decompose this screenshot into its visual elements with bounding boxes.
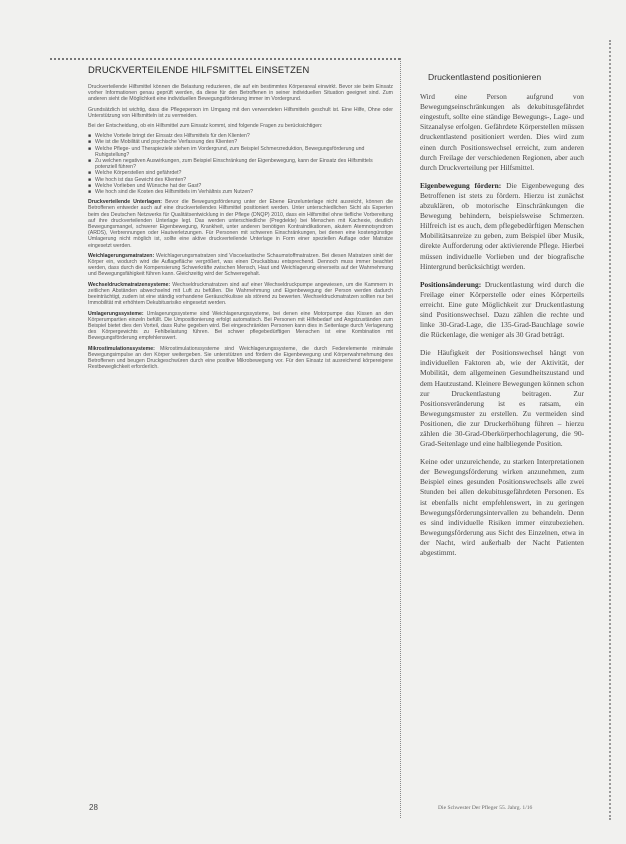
question-item: ■ Welche Vorlieben und Wünsche hat der Gast? — [88, 183, 393, 189]
section-text: Bevor die Bewegungsförderung unter der Ebene Einzelunterlage nicht ausreicht, können die Betroffenen entweder auch auf eine druckverteilendes Hilfsmittel positioniert werden. Unter unterschiedlichen Sicht als Experten beim des Deutschen Netzwerks für Qualitätsentwicklung in der Pflege (DNQP) 2010, dass ein Hilfsmittel ohne tiefliche Vorbereitung auf ihre druckverteilenden Unterlage legt. Das werden unterschiedliche (Pregdekte) bei Menschen mit Kachexie, deutlich Bewegungsmangel, schwerer Eigenbewegung, Krankheit, unter anderen benötigen Kontraindikationen, akutem Atemnotsyndrom (ARDS), Verbrennungen oder Hautverletzungen. Für Personen mit schweren Einschränkungen, bei denen eine kostengünstige Umlagerung nicht möglich ist, sollte eine aktive druckverteilende Unterlage in Form einer speziellen Auflage oder Matratze eingesetzt werden. — [88, 199, 393, 249]
section-text: Mikrostimulationssysteme sind Weichlagerungssysteme, die durch Federelemente minimale Bewegungsimpulse an den Körper weitergeben. Sie unterstützen und fördern die Eigenbewegung und Körperwahrnehmung des Betroffenen und beugen Druckgeschwüren durch eine positive Mikrobewegung vor. Für den Einsatz ist ausreichend körpereigene Restbeweglichkeit erforderlich. — [88, 345, 393, 371]
question-item: ■ Wie hoch sind die Kosten des Hilfsmittels im Verhältnis zum Nutzen? — [88, 189, 393, 195]
box-side-border — [400, 58, 401, 818]
box-section — [88, 253, 393, 278]
info-box — [88, 64, 393, 374]
box-intro-3: Bei der Entscheidung, ob ein Hilfsmittel zum Einsatz kommt, sind folgende Fragen zu berücksichtigen: — [88, 123, 323, 130]
box-section — [88, 346, 393, 371]
question-item: ■ Zu welchen negativen Auswirkungen, zum Beispiel Einschränkung der Eigenbewegung, kann der Einsatz des Hilfsmittels potenziell führen? — [88, 158, 393, 170]
box-section — [88, 282, 393, 307]
box-section — [88, 199, 393, 249]
section-heading: Mikrostimulationssysteme: — [88, 345, 155, 352]
section-text: Umlagerungssysteme sind Weichlagerungssysteme, bei denen eine Motorpumpe das Kissen an den Körperumpartien einzeln befüllt. Die Umpositionierung erfolgt automatisch. Bei Personen mit Hilfebedarf und Angstzuständen zum Beispiel bietet dies den Vorteil, dass Ruhe gegeben wird. Bei eingeschränkten Personen kann dies in Seitenlage durch Verlagerung des Körpergewichts zu Fehlbelastung führen. Bei schwer pflegebedürftigen Menschen ist eine Kombination mit Bewegungsförderung empfehlenswert. — [88, 310, 393, 342]
page-number: 28 — [89, 803, 98, 812]
question-item: ■ Welche Pflege- und Therapieziele stehen im Vordergrund, zum Beispiel Schmerzreduktion, Bewegungsförderung und Ruhigstellung? — [88, 146, 393, 158]
question-item: ■ Welche Vorteile bringt der Einsatz des Hilfsmittels für den Klienten? — [88, 133, 393, 139]
section-heading: Druckverteilende Unterlagen: — [88, 199, 162, 206]
paragraph-text: Die Häufigkeit der Positionswechsel hängt von individuellen Faktoren ab, wie der Aktivität, der Mobilität, dem allgemeinen Gesundheitszustand und dem Hautzustand. Kleinere Bewegungen können schon zur Druckentlastung beitragen. Zur Positionsveränderung ist es ratsam, ein Bewegungsmuster zu erstellen. Zu vermeiden sind Positionen, die zur Druckerhöhung führen – hierzu zählen die 30-Grad-Oberkörperhochlagerung, die 90-Grad-Seitenlage und eine halbliegende Position. — [420, 348, 584, 449]
box-section — [88, 311, 393, 342]
page-edge-perforation — [609, 40, 611, 820]
paragraph-heading: Positionsänderung: — [420, 279, 482, 289]
article-heading: Druckentlastend positionieren — [428, 72, 542, 82]
paragraph-text: Die Eigenbewegung des Betroffenen ist stets zu fördern. Hierzu ist zunächst abzuklären, ob motorische Einschränkungen die Bewegung behindern, beispielsweise Schmerzen. Hilfreich ist es auch, dem pflegebedürftigen Menschen Mobilitätsanreize zu geben, zum Beispiel über Musik, direkte Aufforderung oder aktivierende Pflege. Hierbei müssen individuelle Vorlieben und der biografische Hintergrund berücksichtigt werden. — [420, 180, 584, 271]
section-text: Wechseldruckmatratzen sind auf einer Wechseldruckpumpe angewiesen, um die Kammern in zeitlichen Abständen abwechselnd mit Luft zu befüllen. Die Wahrnehmung und Eigenbewegung der Person werden dadurch beeinträchtigt, zudem ist eine ständig vorhandene Geräuschkulisse als störend zu bewerten. Wechseldruckmatratzen sollten nur bei Immobilität mit erhöhtem Dekubitusrisiko eingesetzt werden. — [88, 281, 393, 307]
section-heading: Umlagerungssysteme: — [88, 310, 144, 317]
question-item: ■ Welche Körperstellen sind gefährdet? — [88, 170, 393, 176]
article-paragraph — [420, 92, 584, 173]
paragraph-text: Wird eine Person aufgrund von Bewegungseinschränkungen als dekubitusgefährdet eingestuft, sollte eine ständige Bewegungs-, Lage- und Sitzanalyse erfolgen. Gefährdete Körperstellen müssen druckentlastend positioniert werden. Dies wird zum einen durch Positionswechsel erreicht, zum anderen durch Freilage der verschiedenen Regionen, aber auch durch Druckverteilung per Hilfsmittel. — [420, 92, 584, 172]
box-top-border — [50, 58, 400, 60]
article-paragraph — [420, 348, 584, 449]
question-item: ■ Wie hoch ist das Gewicht des Klienten? — [88, 177, 393, 183]
journal-footer: Die Schwester Der Pfleger 55. Jahrg. 1/16 — [438, 805, 533, 811]
box-intro-2: Grundsätzlich ist wichtig, dass die Pflegeperson im Umgang mit den verwendeten Hilfsmitteln geschult ist. Eine Hilfe, Ohne oder Unterstützung von Hilfsmitteln ist zu vermeiden. — [88, 106, 393, 119]
question-list — [88, 133, 393, 195]
section-heading: Weichlagerungsmatratzen: — [88, 252, 155, 259]
section-text: Weichlagerungsmatratzen sind Viscoelastische Schaumstoffmatratzen. Bei diesen Matratzen sinkt der Körper ein, wodurch wird die Auflagefläche vergrößert, was einen Druckabbau entsprechend. Dennoch muss immer beachtet werden, dass durch die Kompensierung Schwerkräfte zwischen Mensch, Haut und Weichlagerung einerseits auf der Wahrnehmung und Bewegungsfähigkeit führen kann. Gleichzeitig wird der Schweregehalt. — [88, 252, 393, 278]
box-intro: Druckverteilende Hilfsmittel können die Belastung reduzieren, die auf ein bestimmtes Körperareal einwirkt. Bevor sie beim Einsatz vorher Informationen genau geprüft werden, da diese für den Betroffenen in seiner individuellen Situation geeignet sind. Zum anderen sieht die Möglichkeit eine individuellen Bewegungsförderung immer im Vordergrund. — [88, 84, 393, 103]
main-article-column — [420, 72, 584, 566]
article-paragraph — [420, 457, 584, 558]
box-title: DRUCKVERTEILENDE HILFSMITTEL EINSETZEN — [88, 64, 310, 75]
question-item: ■ Wie ist die Mobilität und psychische Verfassung des Klienten? — [88, 139, 393, 145]
paragraph-heading: Eigenbewegung fördern: — [420, 180, 502, 190]
paragraph-text: Druckentlastung wird durch die Freilage einer Körperstelle oder eines Körperteils erreicht. Eine gute Möglichkeit zur Druckentlastung sind Positionswechsel. Dazu zählen die rechte und linke 30-Grad-Lage, die 135-Grad-Bauchlage sowie die Rückenlage, die weniger als 30 Grad beträgt. — [420, 279, 584, 340]
paragraph-text: Keine oder unzureichende, zu starken Interpretationen der Bewegungsförderung wirken anzunehmen, zum Beispiel eines gesunden Positionswechsels alle zwei Stunden bei allen dekubitusgefährdeten Personen. Es ist ebenfalls nicht empfehlenswert, in zu geringen Bewegungsförderungsintervallen zu behandeln. Denn es sind individuelle Risiken immer einzubeziehen. Bewegungsförderung aus Sicht des Einzelnen, etwa in der Nacht, wird außerhalb der Nacht Patienten abgestimmt. — [420, 457, 584, 558]
section-heading: Wechseldruckmatratzensysteme: — [88, 281, 171, 288]
article-paragraph — [420, 280, 584, 341]
article-paragraph — [420, 181, 584, 272]
